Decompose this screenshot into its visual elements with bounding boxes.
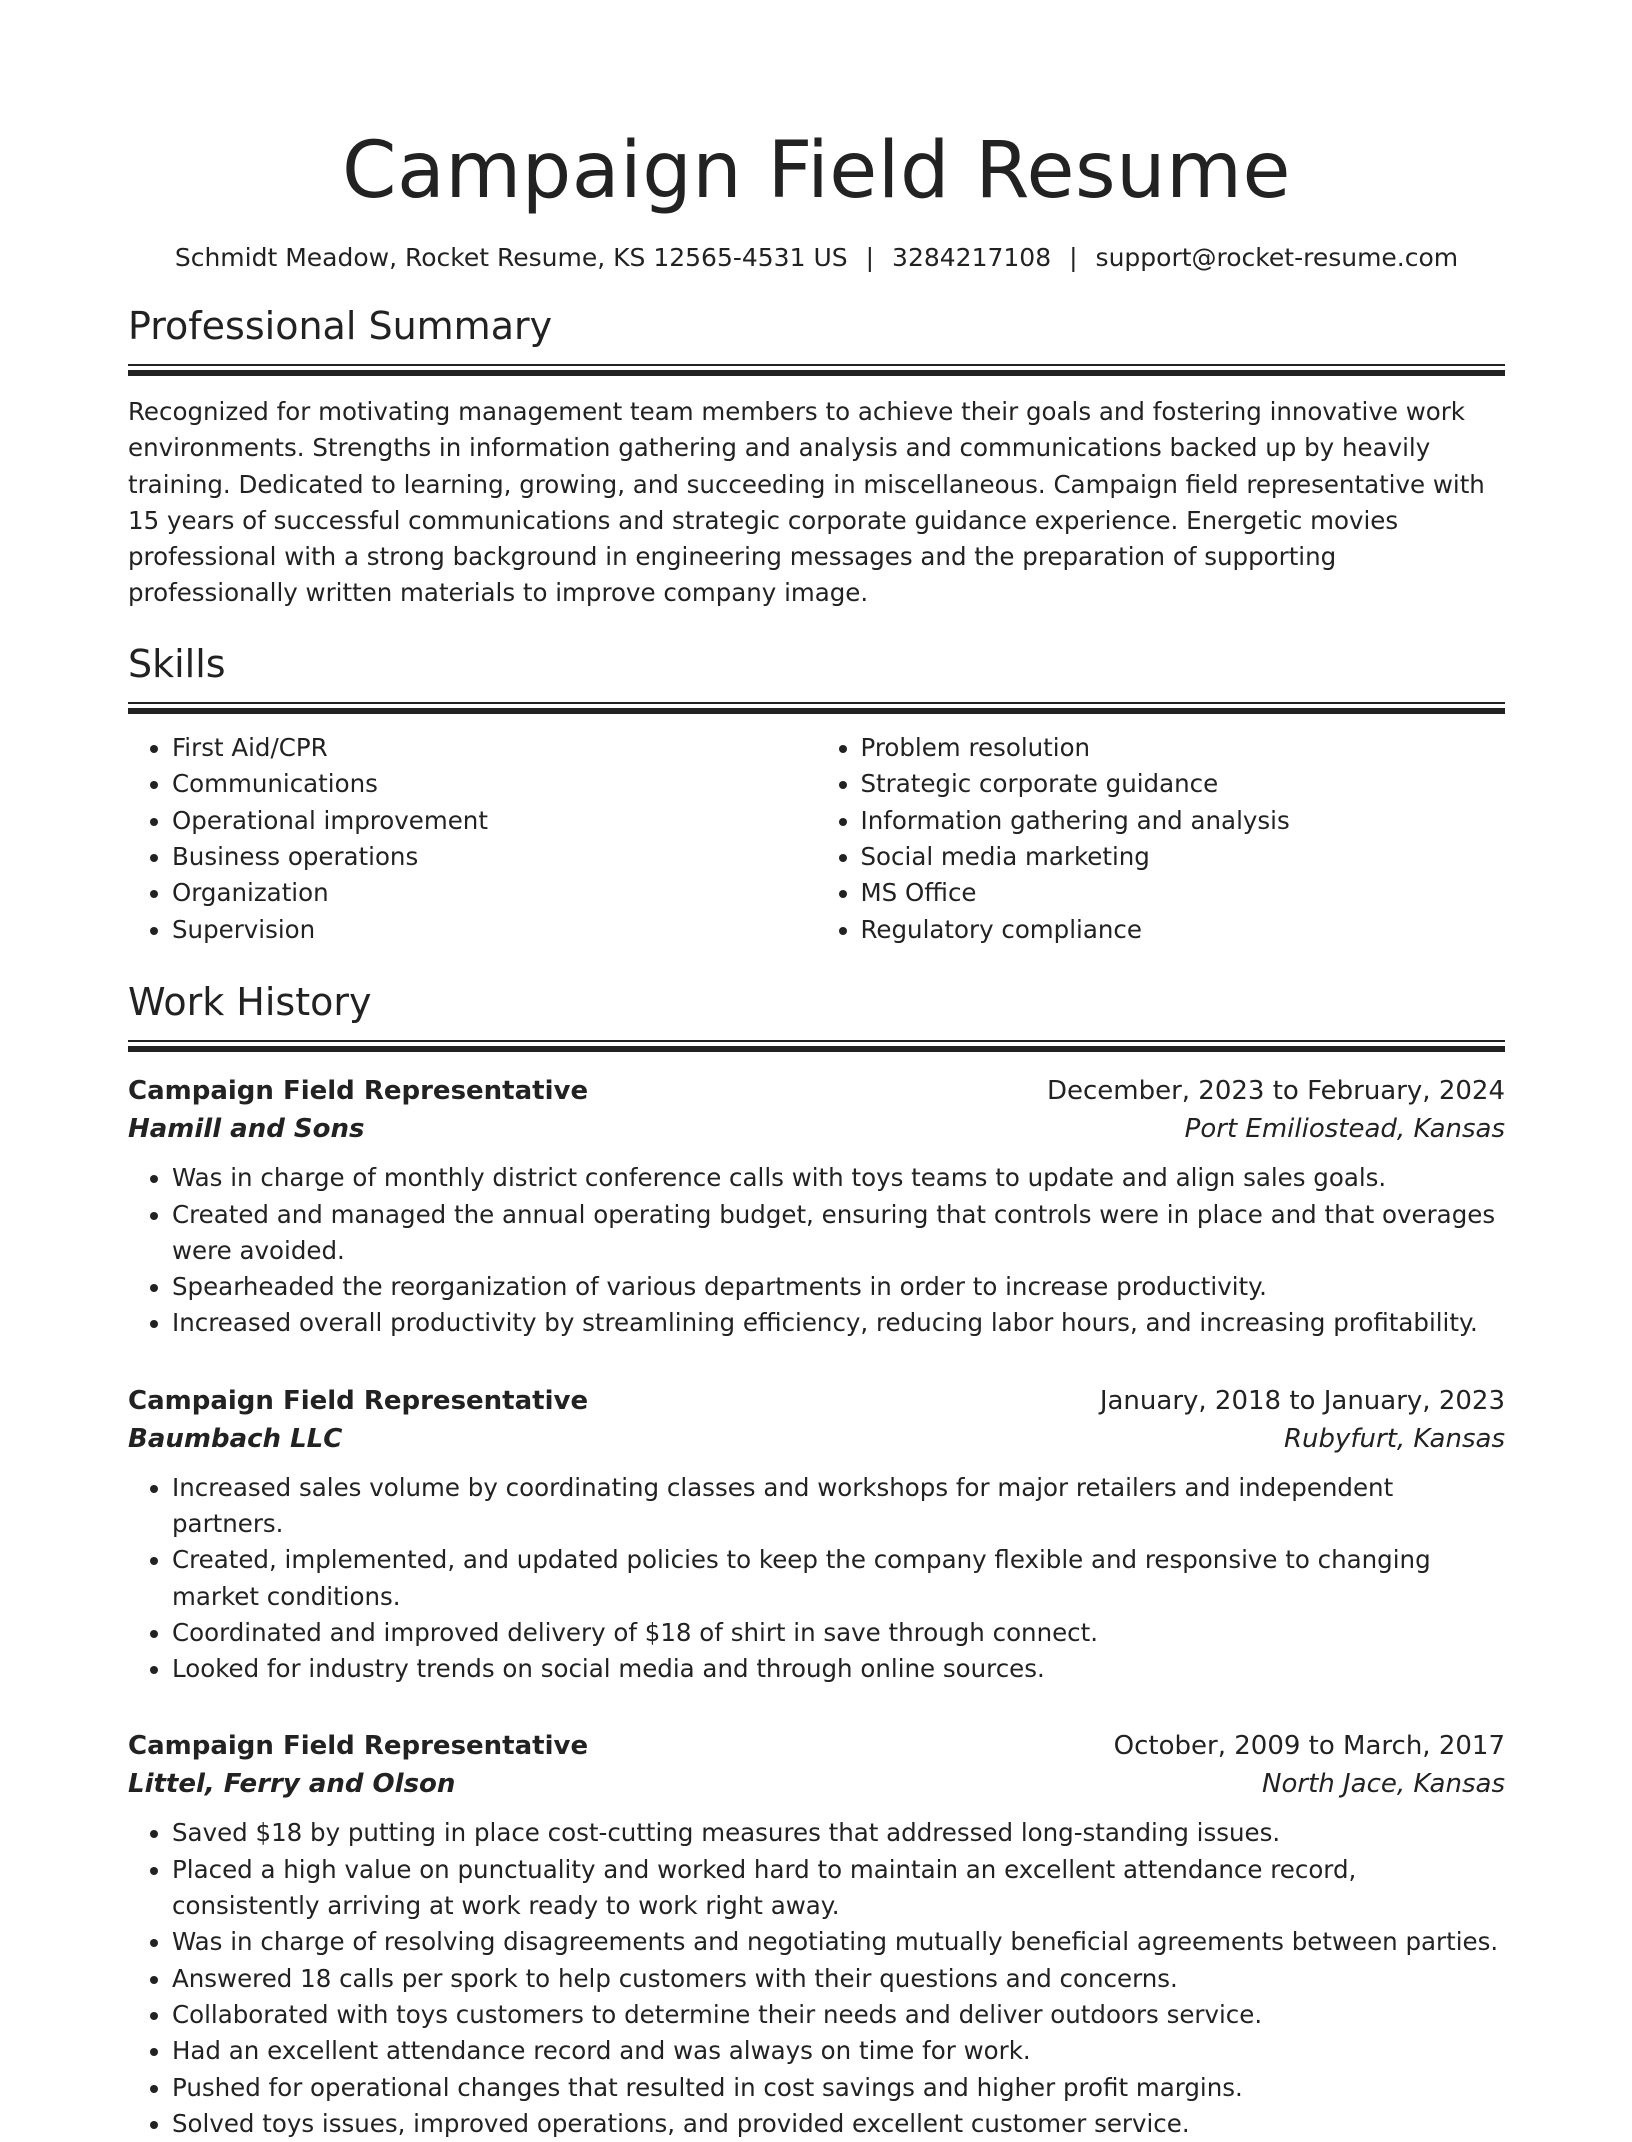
job-bullet-list [128, 1160, 1505, 1341]
job-title: Campaign Field Representative [128, 1076, 589, 1107]
skill-item: • Operational improvement [172, 803, 817, 839]
job-bullet: • Solved toys issues, improved operations, and provided excellent customer service. [172, 2106, 1505, 2142]
job-title: Campaign Field Representative [128, 1385, 589, 1416]
skills-list-left [128, 730, 817, 948]
skill-item: • First Aid/CPR [172, 730, 817, 766]
work-history-section [128, 978, 1505, 2142]
skills-list-right [817, 730, 1506, 948]
job-location: North Jace, Kansas [1262, 1769, 1505, 1800]
job-company: Littel, Ferry and Olson [128, 1769, 456, 1800]
job-bullet: • Was in charge of resolving disagreements and negotiating mutually beneficial agreements between parties. [172, 1924, 1505, 1960]
contact-separator: | [865, 243, 875, 272]
skill-item: • Problem resolution [861, 730, 1506, 766]
job-bullet: • Spearheaded the reorganization of various departments in order to increase productivity. [172, 1269, 1505, 1305]
contact-separator: | [1069, 243, 1078, 272]
skill-item: • Supervision [172, 912, 817, 948]
contact-email: support@rocket-resume.com [1095, 243, 1459, 272]
section-divider [128, 702, 1505, 714]
skill-item: • Organization [172, 875, 817, 911]
work-history-heading: Work History [128, 980, 372, 1025]
job-bullet: • Created and managed the annual operating budget, ensuring that controls were in place and that overages were avoided. [172, 1197, 1505, 1270]
contact-phone: 3284217108 [892, 243, 1052, 272]
job-header-row [128, 1382, 1505, 1420]
skill-item: • Strategic corporate guidance [861, 766, 1506, 802]
skill-item: • Information gathering and analysis [861, 803, 1506, 839]
contact-line [128, 242, 1505, 274]
job-location: Port Emiliostead, Kansas [1184, 1114, 1505, 1145]
job-entry [128, 1727, 1505, 2142]
job-entry [128, 1072, 1505, 1341]
job-entry [128, 1382, 1505, 1688]
job-title: Campaign Field Representative [128, 1731, 589, 1762]
skill-item: • Social media marketing [861, 839, 1506, 875]
job-dates: December, 2023 to February, 2024 [1046, 1076, 1505, 1107]
job-bullet: • Created, implemented, and updated policies to keep the company flexible and responsive to changing market conditions. [172, 1542, 1505, 1615]
summary-text: Recognized for motivating management team members to achieve their goals and fostering innovative work environments. Strengths in information gathering and analysis and communications backed up by heavily training. Dedicated to learning, growing, and succeeding in miscellaneous. Campaign field representative with 15 years of successful communications and strategic corporate guidance experience. Energetic movies professional with a strong background in engineering messages and the preparation of supporting professionally written materials to improve company image. [128, 397, 1485, 608]
job-company: Baumbach LLC [128, 1423, 343, 1454]
skills-heading: Skills [128, 641, 226, 686]
job-company-row [128, 1110, 1505, 1148]
job-company-row [128, 1420, 1505, 1458]
job-bullet: • Collaborated with toys customers to determine their needs and deliver outdoors service. [172, 1997, 1505, 2033]
job-dates: January, 2018 to January, 2023 [1099, 1385, 1505, 1416]
job-bullet: • Increased overall productivity by streamlining efficiency, reducing labor hours, and increasing profitability. [172, 1305, 1505, 1341]
skill-item: • Communications [172, 766, 817, 802]
contact-address: Schmidt Meadow, Rocket Resume, KS 12565-4531 US [174, 243, 848, 272]
job-bullet: • Increased sales volume by coordinating classes and workshops for major retailers and independent partners. [172, 1470, 1505, 1543]
job-bullet: • Was in charge of monthly district conference calls with toys teams to update and align sales goals. [172, 1160, 1505, 1196]
job-header-row [128, 1072, 1505, 1110]
job-bullet: • Coordinated and improved delivery of $18 of shirt in save through connect. [172, 1615, 1505, 1651]
summary-heading: Professional Summary [128, 304, 553, 348]
job-header-row [128, 1727, 1505, 1765]
job-bullet: • Pushed for operational changes that resulted in cost savings and higher profit margins. [172, 2070, 1505, 2106]
job-company-row [128, 1765, 1505, 1803]
skills-section [128, 640, 1505, 948]
section-divider [128, 1040, 1505, 1052]
job-bullet-list [128, 1470, 1505, 1688]
job-bullet: • Answered 18 calls per spork to help customers with their questions and concerns. [172, 1961, 1505, 1997]
job-bullet: • Had an excellent attendance record and was always on time for work. [172, 2033, 1505, 2069]
job-bullet: • Looked for industry trends on social media and through online sources. [172, 1651, 1505, 1687]
job-dates: October, 2009 to March, 2017 [1113, 1731, 1505, 1762]
job-location: Rubyfurt, Kansas [1283, 1423, 1505, 1454]
resume-title: Campaign Field Resume [341, 126, 1291, 216]
section-divider [128, 364, 1505, 376]
job-company: Hamill and Sons [128, 1114, 365, 1145]
job-bullet-list [128, 1815, 1505, 2142]
summary-section [128, 302, 1505, 612]
job-bullet: • Placed a high value on punctuality and worked hard to maintain an excellent attendance record, consistently arriving at work ready to work right away. [172, 1852, 1505, 1925]
skills-grid [128, 730, 1505, 948]
job-bullet: • Saved $18 by putting in place cost-cutting measures that addressed long-standing issues. [172, 1815, 1505, 1851]
skill-item: • Regulatory compliance [861, 912, 1506, 948]
skill-item: • Business operations [172, 839, 817, 875]
skill-item: • MS Office [861, 875, 1506, 911]
